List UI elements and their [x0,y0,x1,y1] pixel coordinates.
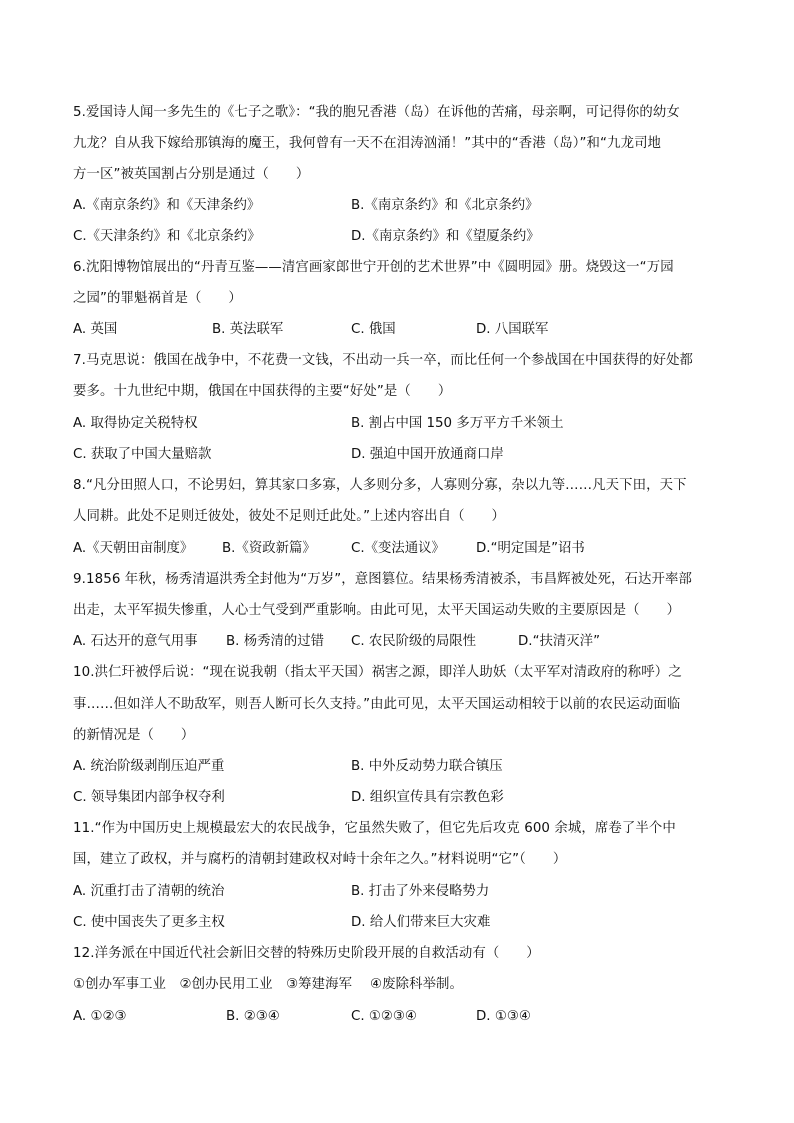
question-12-option-c: C. ①②③④ [351,1009,417,1024]
question-6-option-d: D. 八国联军 [476,322,549,337]
question-9-option-a: A. 石达开的意气用事 [73,634,198,649]
question-6-line-1: 6.沈阳博物馆展出的“丹青互鉴——清宫画家郎世宁开创的艺术世界”中《圆明园》册。烧毁这一“万园 [73,260,674,275]
question-10-option-a: A. 统治阶级剥削压迫严重 [73,759,225,774]
question-7-option-b: B. 割占中国 150 多万平方千米领土 [351,416,564,431]
question-6-line-2: 之园”的罪魁祸首是（ ） [73,291,242,306]
question-11-option-d: D. 给人们带来巨大灾难 [351,915,491,930]
question-10-option-b: B. 中外反动势力联合镇压 [351,759,503,774]
question-11-line-1: 11.“作为中国历史上规模最宏大的农民战争，它虽然失败了，但它先后攻克 600 余城，席卷了半个中 [73,821,676,836]
question-10-line-1: 10.洪仁玕被俘后说：“现在说我朝（指太平天国）祸害之源，即洋人助妖（太平军对清政府的称呼）之 [73,665,682,680]
question-5-option-c: C.《天津条约》和《北京条约》 [73,229,261,244]
question-8-option-c: C.《变法通议》 [351,541,445,556]
question-10-option-c: C. 领导集团内部争权夺利 [73,790,225,805]
question-5-line-2: 九龙？自从我下嫁给那镇海的魔王，我何曾有一天不在泪涛汹涌！”其中的“香港（岛）”和“九龙司地 [73,136,662,151]
question-5-option-b: B.《南京条约》和《北京条约》 [351,198,539,213]
question-5-option-d: D.《南京条约》和《望厦条约》 [351,229,540,244]
question-9-option-b: B. 杨秀清的过错 [226,634,325,649]
question-8-line-1: 8.“凡分田照人口，不论男妇，算其家口多寡，人多则分多，人寡则分寡，杂以九等……凡天下田，天下 [73,478,687,493]
question-7-option-c: C. 获取了中国大量赔款 [73,447,212,462]
question-7-line-2: 要多。十九世纪中期，俄国在中国获得的主要“好处”是（ ） [73,384,452,399]
question-5-line-3: 方一区”被英国割占分别是通过（ ） [73,167,310,182]
question-6-option-c: C. 俄国 [351,322,396,337]
question-11-line-2: 国，建立了政权，并与腐朽的清朝封建政权对峙十余年之久。”材料说明“它”（ ） [73,852,567,867]
question-9-line-2: 出走，太平军损失惨重，人心士气受到严重影响。由此可见，太平天国运动失败的主要原因是（ ） [73,603,681,618]
question-11-option-b: B. 打击了外来侵略势力 [351,884,490,899]
question-12-option-d: D. ①③④ [476,1009,531,1024]
question-10-line-3: 的新情况是（ ） [73,728,195,743]
question-9-option-c: C. 农民阶级的局限性 [351,634,476,649]
question-10-line-2: 事……但如洋人不助敌军，则吾人断可长久支持。”由此可见，太平天国运动相较于以前的农民运动面临 [73,697,681,712]
question-5-option-a: A.《南京条约》和《天津条约》 [73,198,261,213]
question-6-option-a: A. 英国 [73,322,118,337]
question-12-option-a: A. ①②③ [73,1009,127,1024]
question-8-line-2: 人同耕。此处不足则迁彼处，彼处不足则迁此处。”上述内容出自（ ） [73,509,506,524]
question-8-option-d: D.“明定国是”诏书 [476,541,585,556]
question-5-line-1: 5.爱国诗人闻一多先生的《七子之歌》：“我的胞兄香港（岛）在诉他的苦痛，母亲啊，可记得你的幼女 [73,105,680,120]
question-9-option-d: D.“扶清灭洋” [518,634,601,649]
question-8-option-b: B.《资政新篇》 [222,541,316,556]
question-12-line-1: 12.洋务派在中国近代社会新旧交替的特殊历史阶段开展的自救活动有（ ） [73,946,540,961]
question-7-option-a: A. 取得协定关税特权 [73,416,198,431]
question-7-option-d: D. 强迫中国开放通商口岸 [351,447,504,462]
question-8-option-a: A.《天朝田亩制度》 [73,541,194,556]
question-9-line-1: 9.1856 年秋，杨秀清逼洪秀全封他为“万岁”，意图篡位。结果杨秀清被杀，韦昌辉被处死，石达开率部 [73,572,692,587]
question-7-line-1: 7.马克思说：俄国在战争中，不花费一文钱，不出动一兵一卒，而比任何一个参战国在中国获得的好处都 [73,353,694,368]
question-6-option-b: B. 英法联军 [212,322,284,337]
question-11-option-c: C. 使中国丧失了更多主权 [73,915,225,930]
question-12-line-2: ①创办军事工业 ②创办民用工业 ③筹建海军 ④废除科举制。 [73,977,464,992]
question-12-option-b: B. ②③④ [226,1009,280,1024]
question-10-option-d: D. 组织宣传具有宗教色彩 [351,790,504,805]
question-11-option-a: A. 沉重打击了清朝的统治 [73,884,225,899]
